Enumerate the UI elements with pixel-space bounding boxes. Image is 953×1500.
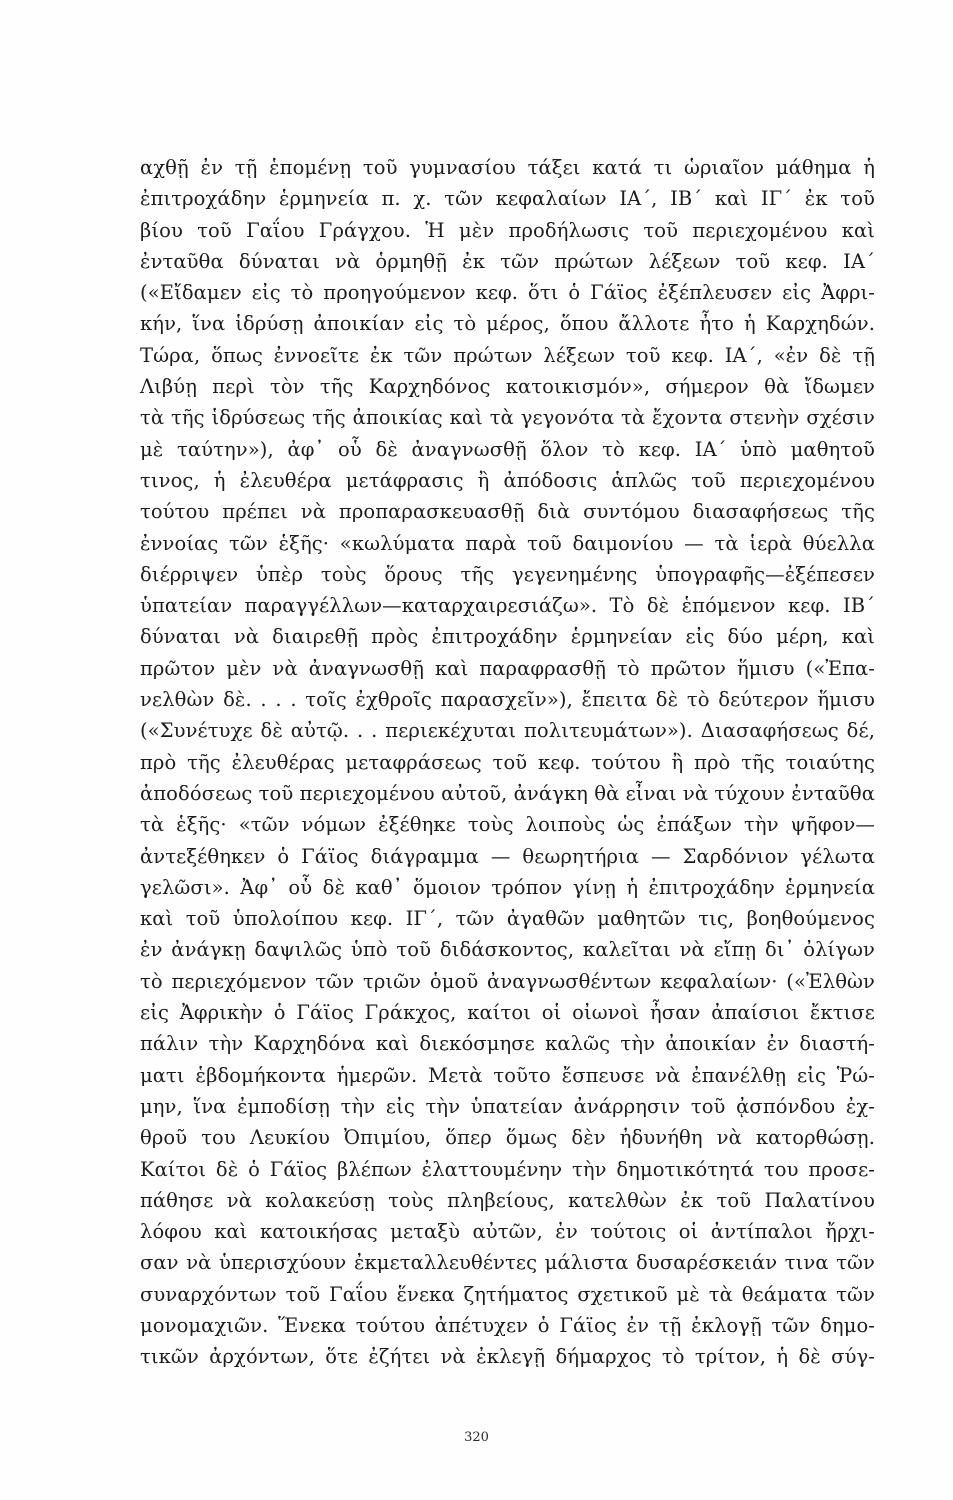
text-line: δύναται νὰ διαιρεθῇ πρὸς ἐπιτροχάδην ἑρμηνείαν εἰς δύο μέρη, καὶ (140, 625, 875, 649)
text-line: τινος, ἡ ἐλευθέρα μετάφρασις ἢ ἀπόδοσις ἁπλῶς τοῦ περιεχομένου (140, 468, 875, 492)
text-line: ἀντεξέθηκεν ὁ Γάϊος διάγραμμα — θεωρητήρια — Σαρδόνιον γέλωτα (140, 844, 875, 868)
text-line: τὰ τῆς ἱδρύσεως τῆς ἀποικίας καὶ τὰ γεγονότα τὰ ἔχοντα στενὴν σχέσιν (140, 406, 875, 430)
text-line: νελθὼν δὲ. . . . τοῖς ἐχθροῖς παρασχεῖν»), ἔπειτα δὲ τὸ δεύτερον ἥμισυ (140, 688, 875, 712)
text-line: θροῦ του Λευκίου Ὀπιμίου, ὅπερ ὅμως δὲν ἠδυνήθη νὰ κατορθώσῃ. (140, 1126, 875, 1150)
body-text (140, 152, 875, 1373)
text-line: ἐπιτροχάδην ἑρμηνεία π. χ. τῶν κεφαλαίων ΙΑ΄, ΙΒ΄ καὶ ΙΓ΄ ἐκ τοῦ (140, 187, 875, 211)
text-line: εἰς Ἀφρικὴν ὁ Γάϊος Γράκχος, καίτοι οἱ οἰωνοὶ ἦσαν ἀπαίσιοι ἔκτισε (140, 1001, 875, 1025)
text-line: λόφου καὶ κατοικήσας μεταξὺ αὐτῶν, ἐν τούτοις οἱ ἀντίπαλοι ἤρχι- (140, 1220, 875, 1244)
text-line: ματι ἑβδομήκοντα ἡμερῶν. Μετὰ τοῦτο ἔσπευσε νὰ ἐπανέλθῃ εἰς Ῥώ- (140, 1063, 875, 1087)
text-line: πάλιν τὴν Καρχηδόνα καὶ διεκόσμησε καλῶς τὴν ἀποικίαν ἐν διαστή- (140, 1032, 875, 1056)
text-line: Λιβύῃ περὶ τὸν τῆς Καρχηδόνος κατοικισμόν», σήμερον θὰ ἴδωμεν (140, 375, 875, 399)
text-line: πρῶτον μὲν νὰ ἀναγνωσθῇ καὶ παραφρασθῇ τὸ πρῶτον ἥμισυ («Ἐπα- (140, 656, 875, 680)
text-line: ἀποδόσεως τοῦ περιεχομένου αὐτοῦ, ἀνάγκη θὰ εἶναι νὰ τύχουν ἐνταῦθα (140, 781, 875, 805)
text-line: μην, ἵνα ἐμποδίσῃ τὴν εἰς τὴν ὑπατείαν ἀνάρρησιν τοῦ ᾀσπόνδου ἐχ- (140, 1094, 875, 1118)
text-line: Τώρα, ὅπως ἐννοεῖτε ἐκ τῶν πρώτων λέξεων τοῦ κεφ. ΙΑ΄, «ἐν δὲ τῇ (140, 343, 875, 367)
text-line: τούτου πρέπει νὰ προπαρασκευασθῇ διὰ συντόμου διασαφήσεως τῆς (140, 500, 875, 524)
text-line: πρὸ τῆς ἐλευθέρας μεταφράσεως τοῦ κεφ. τούτου ἢ πρὸ τῆς τοιαύτης (140, 750, 875, 774)
text-line: μονομαχιῶν. Ἕνεκα τούτου ἀπέτυχεν ὁ Γάϊος ἐν τῇ ἐκλογῇ τῶν δημο- (140, 1313, 875, 1337)
text-line: βίου τοῦ Γαΐου Γράγχου. Ἡ μὲν προδήλωσις τοῦ περιεχομένου καὶ (140, 218, 875, 242)
text-line: σαν νὰ ὑπερισχύουν ἐκμεταλλευθέντες μάλιστα δυσαρέσκειάν τινα τῶν (140, 1251, 875, 1275)
text-line: ὑπατείαν παραγγέλλων—καταρχαιρεσιάζω». Τὸ δὲ ἑπόμενον κεφ. ΙΒ΄ (140, 594, 875, 618)
text-line: τὸ περιεχόμενον τῶν τριῶν ὁμοῦ ἀναγνωσθέντων κεφαλαίων· («Ἐλθὼν (140, 969, 875, 993)
page-number: 320 (464, 1430, 489, 1445)
text-line: («Συνέτυχε δὲ αὐτῷ. . . περιεκέχυται πολιτευμάτων»). Διασαφήσεως δέ, (140, 719, 875, 743)
text-line: Καίτοι δὲ ὁ Γάϊος βλέπων ἐλαττουμένην τὴν δημοτικότητά του προσε- (140, 1157, 875, 1181)
text-line: γελῶσι». Ἀφ᾽ οὗ δὲ καθ᾽ ὅμοιον τρόπον γίνῃ ἡ ἐπιτροχάδην ἑρμηνεία (140, 875, 875, 899)
text-line: πάθησε νὰ κολακεύσῃ τοὺς πληβείους, κατελθὼν ἐκ τοῦ Παλατίνου (140, 1188, 875, 1212)
text-line: τὰ ἑξῆς· «τῶν νόμων ἐξέθηκε τοὺς λοιποὺς ὡς ἐπάξων τὴν ψῆφον— (140, 813, 875, 837)
text-line: καὶ τοῦ ὑπολοίπου κεφ. ΙΓ΄, τῶν ἀγαθῶν μαθητῶν τις, βοηθούμενος (140, 907, 875, 931)
text-line: συναρχόντων τοῦ Γαΐου ἕνεκα ζητήματος σχετικοῦ μὲ τὰ θεάματα τῶν (140, 1282, 875, 1306)
text-line: ἐνταῦθα δύναται νὰ ὁρμηθῇ ἐκ τῶν πρώτων λέξεων τοῦ κεφ. ΙΑ΄ (140, 249, 875, 273)
text-line: μὲ ταύτην»), ἀφ᾽ οὗ δὲ ἀναγνωσθῇ ὅλον τὸ κεφ. ΙΑ΄ ὑπὸ μαθητοῦ (140, 437, 875, 461)
text-line: ἐν ἀνάγκῃ δαψιλῶς ὑπὸ τοῦ διδάσκοντος, καλεῖται νὰ εἴπῃ δι᾽ ὀλίγων (140, 938, 875, 962)
text-line: ἐννοίας τῶν ἑξῆς· «κωλύματα παρὰ τοῦ δαιμονίου — τὰ ἱερὰ θύελλα (140, 531, 875, 555)
text-line: τικῶν ἀρχόντων, ὅτε ἐζήτει νὰ ἐκλεγῇ δήμαρχος τὸ τρίτον, ἡ δὲ σύγ- (140, 1345, 875, 1369)
text-line: («Εἴδαμεν εἰς τὸ προηγούμενον κεφ. ὅτι ὁ Γάϊος ἐξέπλευσεν εἰς Ἀφρι- (140, 281, 875, 305)
text-line: διέρριψεν ὑπὲρ τοὺς ὅρους τῆς γεγενημένης ὑπογραφῆς—ἐξέπεσεν (140, 562, 875, 586)
text-line: αχθῇ ἐν τῇ ἑπομένῃ τοῦ γυμνασίου τάξει κατά τι ὡριαῖον μάθημα ἡ (140, 156, 875, 179)
text-line: κήν, ἵνα ἱδρύσῃ ἀποικίαν εἰς τὸ μέρος, ὅπου ἄλλοτε ἦτο ἡ Καρχηδών. (140, 312, 875, 336)
